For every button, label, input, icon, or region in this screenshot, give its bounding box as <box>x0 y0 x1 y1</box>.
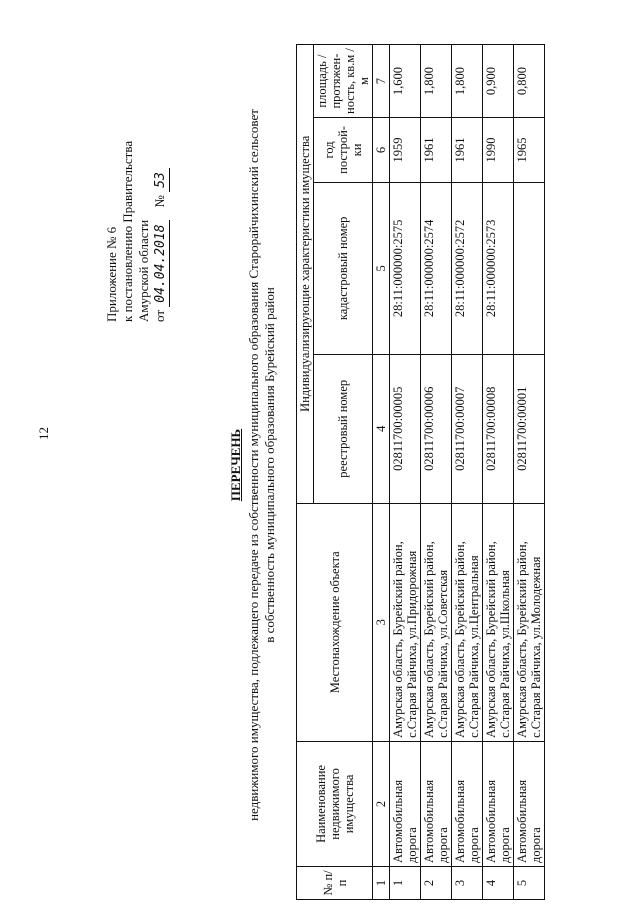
row-num: 4 <box>483 866 514 899</box>
date-number-line <box>152 42 170 322</box>
row-area: 1,600 <box>390 45 421 118</box>
document-subtitle-line2: в собственность муниципального образования Бурейский район <box>262 287 277 643</box>
table-header-row <box>297 45 314 900</box>
row-year: 1961 <box>452 118 483 183</box>
row-name: Автомобильная дорога <box>421 741 452 866</box>
date-prefix: от <box>152 309 167 322</box>
row-registry: 02811700:00005 <box>390 354 421 503</box>
header-registry: реестровый номер <box>314 354 373 503</box>
row-year: 1965 <box>514 118 545 183</box>
row-area: 1,800 <box>452 45 483 118</box>
header-year: год построй-ки <box>314 118 373 183</box>
row-registry: 02811700:00007 <box>452 354 483 503</box>
row-cadastral: 28:11:000000:2574 <box>421 182 452 354</box>
number-prefix: № <box>152 195 167 208</box>
document-heading <box>228 30 278 900</box>
row-cadastral: 28:11:000000:2575 <box>390 182 421 354</box>
col-number: 5 <box>373 182 390 354</box>
header-characteristics: Индивидуализирующие характеристики имущества <box>297 45 314 504</box>
header-cadastral: кадастровый номер <box>314 182 373 354</box>
document-title: ПЕРЕЧЕНЬ <box>228 428 243 502</box>
page-number: 12 <box>36 427 51 440</box>
row-num: 3 <box>452 866 483 899</box>
row-location: Амурская область, Бурейский район, с.Старая Райчиха, ул.Школьная <box>483 503 514 741</box>
row-num: 2 <box>421 866 452 899</box>
header-location: Местонахождение объекта <box>297 503 373 741</box>
col-number: 3 <box>373 503 390 741</box>
row-location: Амурская область, Бурейский район, с.Старая Райчиха, ул.Советская <box>421 503 452 741</box>
column-number-row <box>373 45 390 900</box>
col-number: 7 <box>373 45 390 118</box>
row-location: Амурская область, Бурейский район, с.Старая Райчиха, ул.Молодежная <box>514 503 545 741</box>
row-name: Автомобильная дорога <box>483 741 514 866</box>
row-year: 1961 <box>421 118 452 183</box>
header-name: Наименование недвижимого имущества <box>297 741 373 866</box>
col-number: 6 <box>373 118 390 183</box>
handwritten-number: 53 <box>153 168 170 192</box>
row-location: Амурская область, Бурейский район, с.Старая Райчиха, ул.Центральная <box>452 503 483 741</box>
document-subtitle-line1: недвижимого имущества, подлежащего передаче из собственности муниципального образования Старорайчихинский сельсовет <box>246 109 261 821</box>
col-number: 1 <box>373 866 390 899</box>
row-name: Автомобильная дорога <box>452 741 483 866</box>
table-row <box>390 45 421 900</box>
handwritten-date: 04.04.2018 <box>153 220 170 306</box>
table-row <box>483 45 514 900</box>
col-number: 2 <box>373 741 390 866</box>
property-table <box>296 44 545 900</box>
col-number: 4 <box>373 354 390 503</box>
header-area: площадь / протяжен-ность, кв.м / м <box>314 45 373 118</box>
row-num: 1 <box>390 866 421 899</box>
row-registry: 02811700:00006 <box>421 354 452 503</box>
region-label: Амурской области <box>136 219 151 322</box>
approval-block <box>104 42 170 322</box>
table-row <box>421 45 452 900</box>
header-num: № п/п <box>297 866 373 899</box>
row-registry: 02811700:00001 <box>514 354 545 503</box>
appendix-label: Приложение № 6 <box>104 226 119 322</box>
row-cadastral <box>514 182 545 354</box>
row-num: 5 <box>514 866 545 899</box>
table-row <box>452 45 483 900</box>
rotated-document-content <box>0 30 620 900</box>
table-row <box>514 45 545 900</box>
row-location: Амурская область, Бурейский район, с.Старая Райчиха, ул.Придорожная <box>390 503 421 741</box>
row-area: 1,800 <box>421 45 452 118</box>
row-name: Автомобильная дорога <box>514 741 545 866</box>
row-name: Автомобильная дорога <box>390 741 421 866</box>
row-registry: 02811700:00008 <box>483 354 514 503</box>
row-year: 1990 <box>483 118 514 183</box>
row-cadastral: 28:11:000000:2572 <box>452 182 483 354</box>
resolution-label: к постановлению Правительства <box>120 140 135 322</box>
row-year: 1959 <box>390 118 421 183</box>
row-cadastral: 28:11:000000:2573 <box>483 182 514 354</box>
row-area: 0,800 <box>514 45 545 118</box>
row-area: 0,900 <box>483 45 514 118</box>
